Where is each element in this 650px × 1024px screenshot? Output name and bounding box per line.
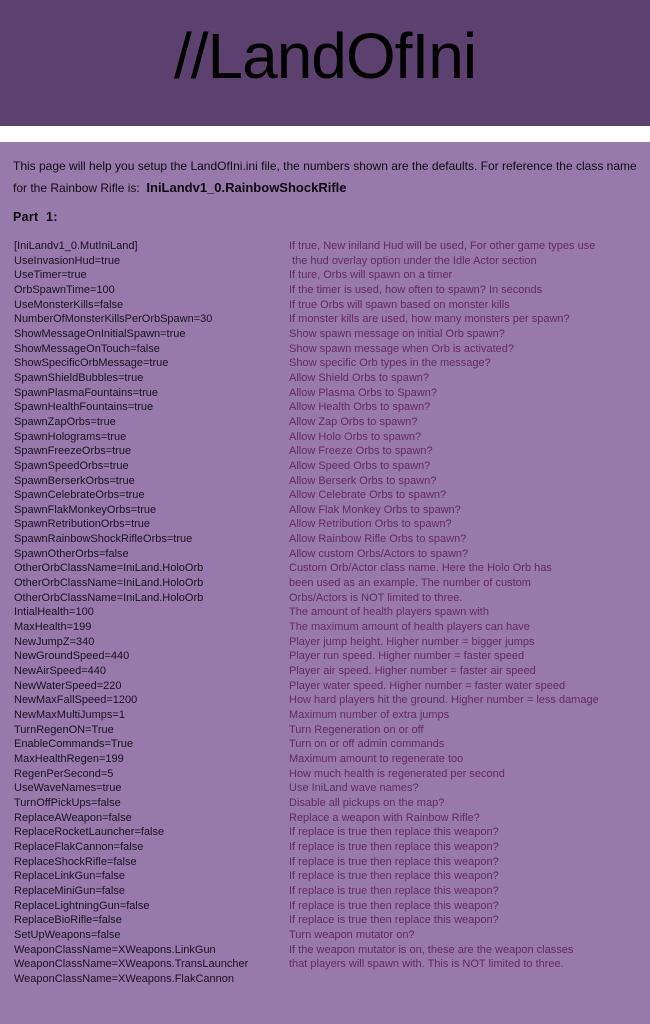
config-row	[13, 415, 650, 430]
config-key: UseMonsterKills=false	[14, 298, 124, 311]
config-key: SpawnZapOrbs=true	[14, 415, 116, 428]
config-key: SpawnCelebrateOrbs=true	[14, 489, 145, 502]
config-key: ShowMessageOnInitialSpawn=true	[14, 327, 186, 340]
rifle-class-name: IniLandv1_0.RainbowShockRifle	[146, 180, 347, 195]
config-description: Allow Holo Orbs to spawn?	[289, 430, 422, 443]
config-description: Allow Retribution Orbs to spawn?	[289, 518, 452, 531]
config-description: Disable all pickups on the map?	[289, 796, 445, 809]
config-key: UseWaveNames=true	[14, 782, 122, 795]
config-key: SpawnFlakMonkeyOrbs=true	[14, 503, 157, 516]
config-description: If the timer is used, how often to spawn? In seconds	[289, 283, 543, 296]
config-key: SpawnHolograms=true	[14, 430, 127, 443]
config-key: SpawnRainbowShockRifleOrbs=true	[14, 533, 193, 546]
config-row	[13, 547, 650, 562]
config-key: NewMaxMultiJumps=1	[14, 709, 125, 721]
config-row	[13, 459, 650, 474]
config-key: OtherOrbClassName=IniLand.HoloOrb	[14, 562, 204, 575]
config-description: Custom Orb/Actor class name. Here the Holo Orb has	[289, 562, 552, 575]
config-description: Allow Freeze Orbs to spawn?	[289, 445, 433, 458]
config-row	[13, 532, 650, 547]
config-key: WeaponClassName=XWeapons.LinkGun	[14, 943, 216, 956]
config-description: Allow Plasma Orbs to Spawn?	[289, 386, 437, 399]
config-description: If monster kills are used, how many monsters per spawn?	[289, 313, 570, 326]
config-row	[13, 488, 650, 503]
config-key: NewGroundSpeed=440	[14, 650, 130, 663]
config-key: NewMaxFallSpeed=1200	[14, 694, 138, 707]
config-key: SpawnRetributionOrbs=true	[14, 518, 151, 531]
config-key: RegenPerSecond=5	[14, 767, 114, 780]
config-row	[13, 591, 650, 606]
config-key: ShowSpecificOrbMessage=true	[14, 357, 169, 370]
config-description: If replace is true then replace this weapon?	[289, 826, 499, 839]
config-row	[13, 899, 650, 914]
config-description: If replace is true then replace this weapon?	[289, 855, 499, 868]
config-key: SpawnHealthFountains=true	[14, 401, 154, 414]
config-key: NumberOfMonsterKillsPerOrbSpawn=30	[14, 313, 213, 326]
config-row	[13, 737, 650, 752]
config-description: If replace is true then replace this weapon?	[289, 840, 499, 853]
config-description: Allow Health Orbs to spawn?	[289, 401, 431, 414]
page-header	[0, 0, 650, 126]
config-description: Maximum number of extra jumps	[289, 709, 450, 721]
config-key: ReplaceFlakCannon=false	[14, 840, 144, 853]
config-description: The amount of health players spawn with	[289, 606, 489, 619]
config-row	[13, 693, 650, 708]
config-description: If replace is true then replace this weapon?	[289, 914, 499, 927]
config-key: MaxHealth=199	[14, 621, 92, 634]
config-row	[13, 928, 650, 943]
config-row	[13, 855, 650, 870]
config-row	[13, 561, 650, 576]
config-description: Allow Shield Orbs to spawn?	[289, 371, 430, 384]
config-row	[13, 884, 650, 899]
config-key: OtherOrbClassName=IniLand.HoloOrb	[14, 591, 204, 604]
config-key: SpawnFreezeOrbs=true	[14, 445, 132, 458]
config-row	[13, 254, 650, 269]
config-row	[13, 400, 650, 415]
config-description: Player air speed. Higher number = faster air speed	[289, 665, 536, 678]
config-description: Orbs/Actors is NOT limited to three.	[289, 591, 463, 604]
config-description: Show specific Orb types in the message?	[289, 357, 491, 370]
config-description: Show spawn message when Orb is activated?	[289, 342, 515, 355]
config-key: ReplaceRocketLauncher=false	[14, 826, 165, 839]
config-key: TurnRegenON=True	[14, 723, 114, 736]
config-row	[13, 752, 650, 767]
config-row	[13, 342, 650, 357]
config-row	[13, 869, 650, 884]
config-key: WeaponClassName=XWeapons.TransLauncher	[14, 958, 249, 971]
config-row	[13, 635, 650, 650]
config-key: MaxHealthRegen=199	[14, 752, 124, 765]
config-description: If replace is true then replace this weapon?	[289, 899, 499, 912]
config-row	[13, 371, 650, 386]
config-table	[13, 239, 650, 986]
config-key: ReplaceShockRifle=false	[14, 855, 137, 868]
config-row	[13, 283, 650, 298]
config-row	[13, 430, 650, 445]
config-row	[13, 268, 650, 283]
config-key: OrbSpawnTime=100	[14, 283, 115, 296]
config-description: that players will spawn with. This is NOT limited to three.	[289, 958, 564, 971]
config-row	[13, 298, 650, 313]
config-row	[13, 356, 650, 371]
config-row	[13, 723, 650, 738]
config-description: If ture, Orbs will spawn on a timer	[289, 269, 453, 282]
config-row	[13, 825, 650, 840]
config-row	[13, 796, 650, 811]
config-description	[289, 972, 650, 987]
page-title: //LandOfIni	[173, 20, 477, 92]
config-row	[13, 620, 650, 635]
config-description: How hard players hit the ground. Higher number = less damage	[289, 694, 599, 707]
config-description: Show spawn message on initial Orb spawn?	[289, 327, 505, 340]
config-key: SpawnOtherOrbs=false	[14, 547, 129, 560]
config-description: been used as an example. The number of custom	[289, 577, 531, 590]
config-key: SpawnSpeedOrbs=true	[14, 459, 129, 472]
config-key: ReplaceBioRifle=false	[14, 914, 122, 927]
config-description: If true Orbs will spawn based on monster kills	[289, 298, 510, 311]
config-key: ShowMessageOnTouch=false	[14, 342, 160, 355]
section-label: Part 1:	[13, 210, 58, 224]
config-description: Replace a weapon with Rainbow Rifle?	[289, 811, 480, 824]
config-description: If true, New iniland Hud will be used, For other game types use	[289, 240, 596, 252]
config-description: Turn weapon mutator on?	[289, 928, 415, 941]
config-row	[13, 840, 650, 855]
config-key: NewWaterSpeed=220	[14, 679, 122, 692]
config-row	[13, 708, 650, 723]
page-content	[0, 155, 650, 986]
config-description: Allow Celebrate Orbs to spawn?	[289, 489, 447, 502]
config-key: NewJumpZ=340	[14, 635, 95, 648]
config-row	[13, 767, 650, 782]
config-description: Player water speed. Higher number = faster water speed	[289, 679, 566, 692]
config-description: Allow custom Orbs/Actors to spawn?	[289, 547, 469, 560]
config-description: Maximum amount to regenerate too	[289, 752, 464, 765]
intro-text: This page will help you setup the LandOfIni.ini file, the numbers shown are the defaults. For reference the class name for the Rainbow Rifle is:	[13, 159, 641, 195]
config-key: WeaponClassName=XWeapons.FlakCannon	[14, 972, 235, 985]
config-key: UseTimer=true	[14, 269, 87, 282]
config-description: Player jump height. Higher number = bigger jumps	[289, 635, 535, 648]
config-key: TurnOffPickUps=false	[14, 796, 121, 809]
config-key: ReplaceMiniGun=false	[14, 884, 125, 897]
config-row	[13, 649, 650, 664]
config-description: Allow Flak Monkey Orbs to spawn?	[289, 503, 461, 516]
config-description: Allow Berserk Orbs to spawn?	[289, 474, 437, 487]
config-row	[13, 576, 650, 591]
config-description: Use IniLand wave names?	[289, 782, 419, 795]
config-key: ReplaceAWeapon=false	[14, 811, 132, 824]
config-key: EnableCommands=True	[14, 738, 134, 751]
config-description: How much health is regenerated per second	[289, 767, 505, 780]
config-description: Allow Zap Orbs to spawn?	[289, 415, 418, 428]
config-key: SpawnPlasmaFountains=true	[14, 386, 158, 399]
config-key: SpawnShieldBubbles=true	[14, 371, 144, 384]
config-row	[13, 386, 650, 401]
header-separator	[0, 126, 650, 142]
config-row	[13, 781, 650, 796]
config-description: The maximum amount of health players can have	[289, 621, 530, 634]
config-description: Player run speed. Higher number = faster speed	[289, 650, 525, 663]
config-row	[13, 239, 650, 254]
config-key: OtherOrbClassName=IniLand.HoloOrb	[14, 577, 204, 590]
config-row	[13, 474, 650, 489]
config-row	[13, 811, 650, 826]
config-row	[13, 327, 650, 342]
config-row	[13, 972, 650, 987]
config-description: If the weapon mutator is on, these are the weapon classes	[289, 943, 574, 956]
config-row	[13, 913, 650, 928]
config-row	[13, 312, 650, 327]
config-description: Allow Rainbow Rifle Orbs to spawn?	[289, 533, 467, 546]
config-key: [IniLandv1_0.MutIniLand]	[14, 240, 138, 252]
config-key: SetUpWeapons=false	[14, 928, 121, 941]
config-row	[13, 664, 650, 679]
config-key: IntialHealth=100	[14, 606, 94, 619]
config-description: Turn Regeneration on or off	[289, 723, 424, 736]
config-row	[13, 679, 650, 694]
config-key: ReplaceLinkGun=false	[14, 870, 125, 883]
config-row	[13, 605, 650, 620]
config-key: NewAirSpeed=440	[14, 665, 107, 678]
config-description: If replace is true then replace this weapon?	[289, 870, 499, 883]
config-key: UseInvasionHud=true	[14, 254, 121, 267]
config-row	[13, 957, 650, 972]
config-row	[13, 444, 650, 459]
config-row	[13, 943, 650, 958]
config-key: SpawnBerserkOrbs=true	[14, 474, 135, 487]
config-description: Allow Speed Orbs to spawn?	[289, 459, 431, 472]
config-description: the hud overlay option under the Idle Actor section	[289, 254, 537, 267]
intro-paragraph	[13, 155, 640, 199]
config-row	[13, 517, 650, 532]
config-key: ReplaceLightningGun=false	[14, 899, 150, 912]
config-description: If replace is true then replace this weapon?	[289, 884, 499, 897]
config-description: Turn on or off admin commands	[289, 738, 445, 751]
config-row	[13, 503, 650, 518]
